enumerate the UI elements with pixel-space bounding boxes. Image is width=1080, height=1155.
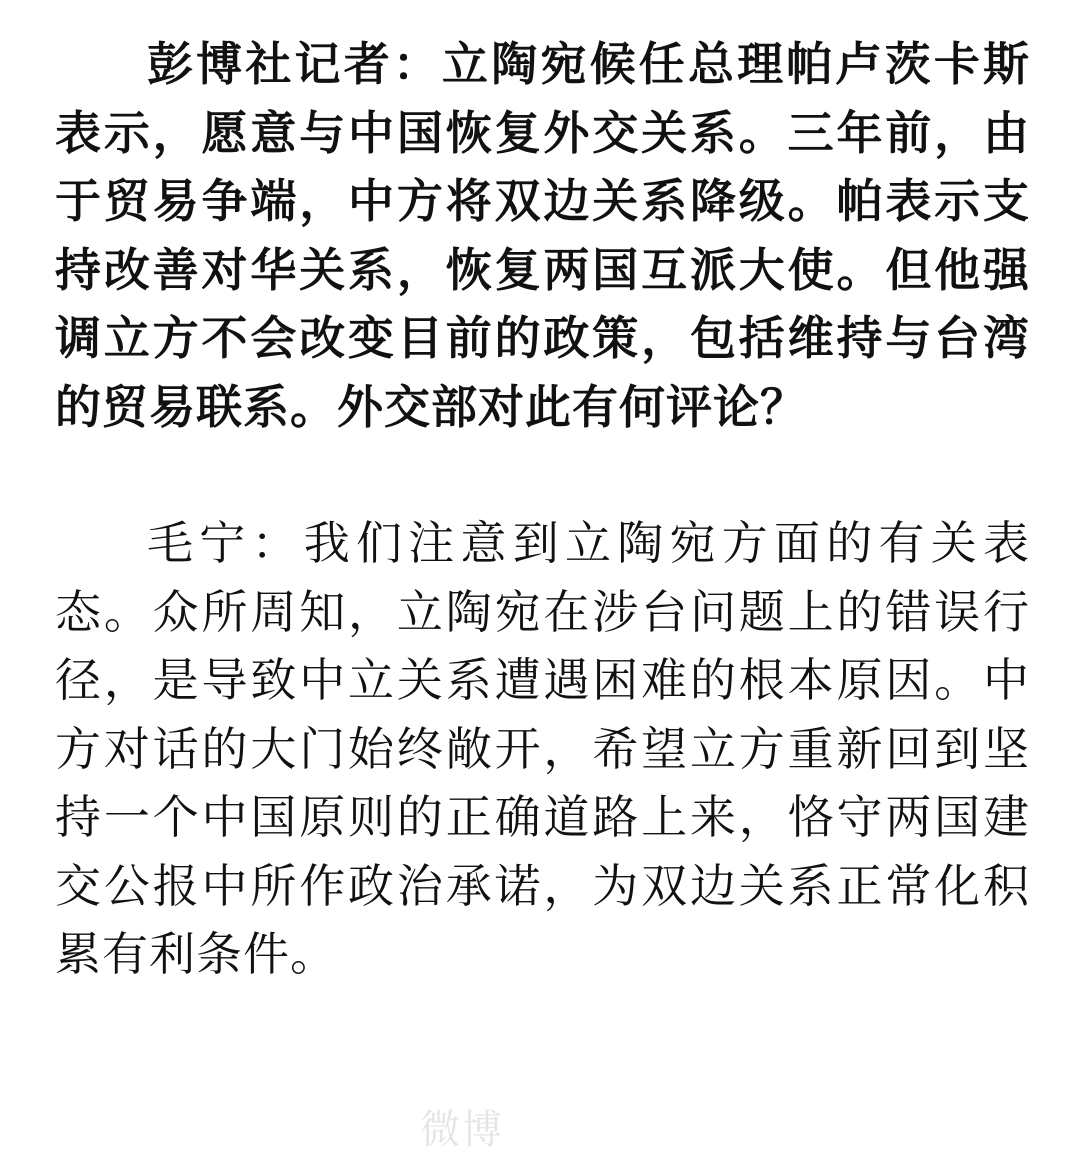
watermark: 微博 bbox=[420, 1107, 504, 1153]
spokesperson-answer: 毛宁：我们注意到立陶宛方面的有关表态。众所周知，立陶宛在涉台问题上的错误行径，是导致中立关系遭遇困难的根本原因。中方对话的大门始终敞开，希望立方重新回到坚持一个中国原则的正确道路上来，恪守两国建交公报中所作政治承诺，为双边关系正常化积累有利条件。 bbox=[55, 516, 1030, 981]
reporter-question: 彭博社记者：立陶宛候任总理帕卢茨卡斯表示，愿意与中国恢复外交关系。三年前，由于贸易争端，中方将双边关系降级。帕表示支持改善对华关系，恢复两国互派大使。但他强调立方不会改变目前的政策，包括维持与台湾的贸易联系。外交部对此有何评论？ bbox=[55, 37, 1030, 434]
